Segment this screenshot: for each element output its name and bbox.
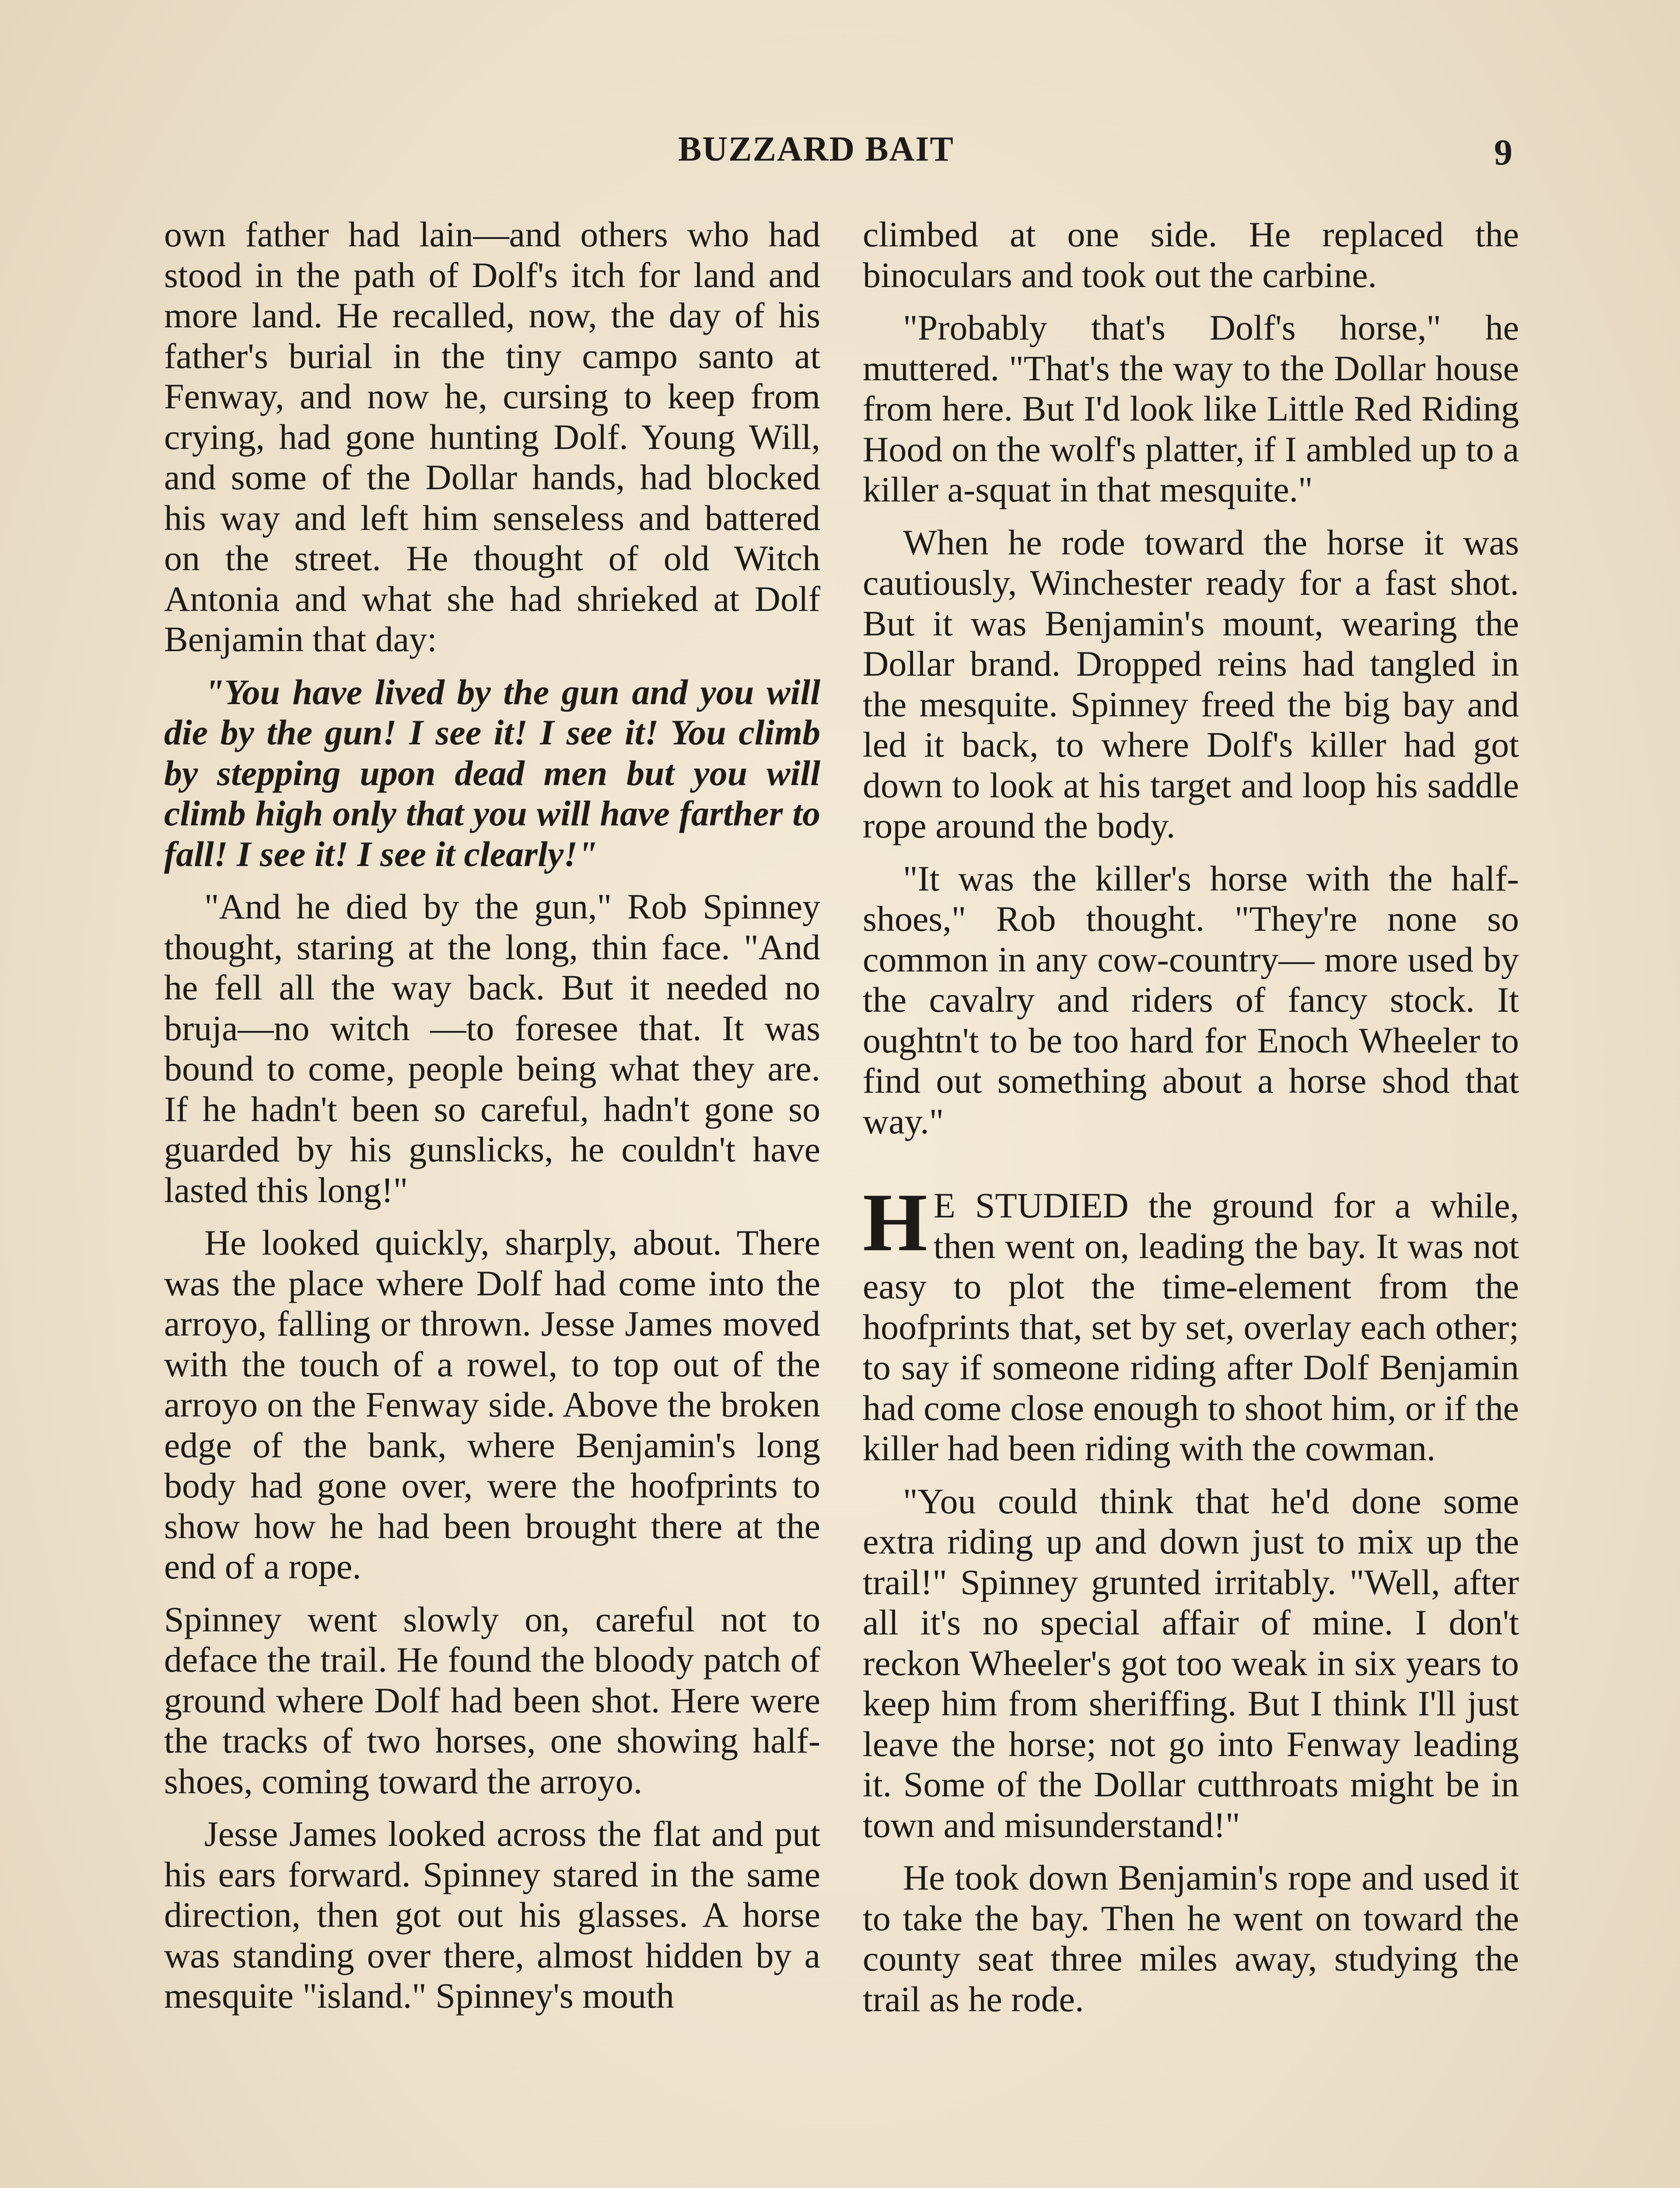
paragraph: He took down Benjamin's rope and used it to take the bay. Then he went on toward the county seat three miles away, studying the trail as he rode. [863,1858,1519,2019]
section-first-text: E STUDIED the ground for a while, then went on, leading the bay. It was not easy to plot the time-element from the hoofprints that, set by set, overlay each other; to say if someone riding after Dolf Benjamin had come close enough to shoot him, or if the killer had been riding with the cowman. [863,1185,1519,1468]
paragraph: When he rode toward the horse it was cautiously, Winchester ready for a fast shot. But it was Benjamin's mount, wearing the Dollar brand. Dropped reins had tangled in the mesquite. Spinney freed the big bay and led it back, to where Dolf's killer had got down to look at his target and loop his saddle rope around the body. [863,522,1519,845]
paragraph: "You could think that he'd done some extra riding up and down just to mix up the trail!" Spinney grunted irritably. "Well, after all it's no special affair of mine. I don't reckon Wheeler's got too weak in six years to keep him from sheriffing. But I think I'll just leave the horse; not go into Fenway leading it. Some of the Dollar cutthroats might be in town and misunderstand!" [863,1481,1519,1845]
paragraph: "And he died by the gun," Rob Spinney thought, staring at the long, thin face. "And he fell all the way back. But it needed no bruja—no witch —to foresee that. It was bound to come, people being what they are. If he hadn't been so careful, hadn't gone so guarded by his gunslicks, he couldn't have lasted this long!" [164,887,820,1210]
paragraph: "Probably that's Dolf's horse," he muttered. "That's the way to the Dollar house from here. But I'd look like Little Red Riding Hood on the wolf's platter, if I ambled up to a killer a-squat in that mesquite." [863,308,1519,509]
left-column [164,214,820,2029]
paragraph: Jesse James looked across the flat and put his ears forward. Spinney stared in the same direction, then got out his glasses. A horse was standing over there, almost hidden by a mesquite "island." Spinney's mouth [164,1814,820,2016]
page-number: 9 [1494,132,1512,173]
paragraph: own father had lain—and others who had stood in the path of Dolf's itch for land and more land. He recalled, now, the day of his father's burial in the tiny campo santo at Fenway, and now he, cursing to keep from crying, had gone hunting Dolf. Young Will, and some of the Dollar hands, had blocked his way and left him senseless and battered on the street. He thought of old Witch Antonia and what she had shrieked at Dolf Benjamin that day: [164,214,820,659]
drop-cap: H [863,1177,928,1269]
paragraph: He looked quickly, sharply, about. There was the place where Dolf had come into the arroyo, falling or thrown. Jesse James moved with the touch of a rowel, to top out of the arroyo on the Fenway side. Above the broken edge of the bank, where Benjamin's long body had gone over, were the hoofprints to show how he had been brought there at the end of a rope. [164,1223,820,1586]
running-head: BUZZARD BAIT [678,130,954,168]
section-start-paragraph [863,1177,1519,1469]
paragraph: "It was the killer's horse with the half-shoes," Rob thought. "They're none so common in any cow-country— more used by the cavalry and riders of fancy stock. It oughtn't to be too hard for Enoch Wheeler to find out something about a horse shod that way." [863,858,1519,1141]
right-column [863,214,1519,2032]
italic-quote: "You have lived by the gun and you will die by the gun! I see it! I see it! You climb by stepping upon dead men but you will climb high only that you will have farther to fall! I see it! I see it clearly!" [164,672,820,874]
paragraph: Spinney went slowly on, careful not to deface the trail. He found the bloody patch of ground where Dolf had been shot. Here were the tracks of two horses, one showing half-shoes, coming toward the arroyo. [164,1599,820,1801]
paragraph: climbed at one side. He replaced the binoculars and took out the carbine. [863,214,1519,295]
